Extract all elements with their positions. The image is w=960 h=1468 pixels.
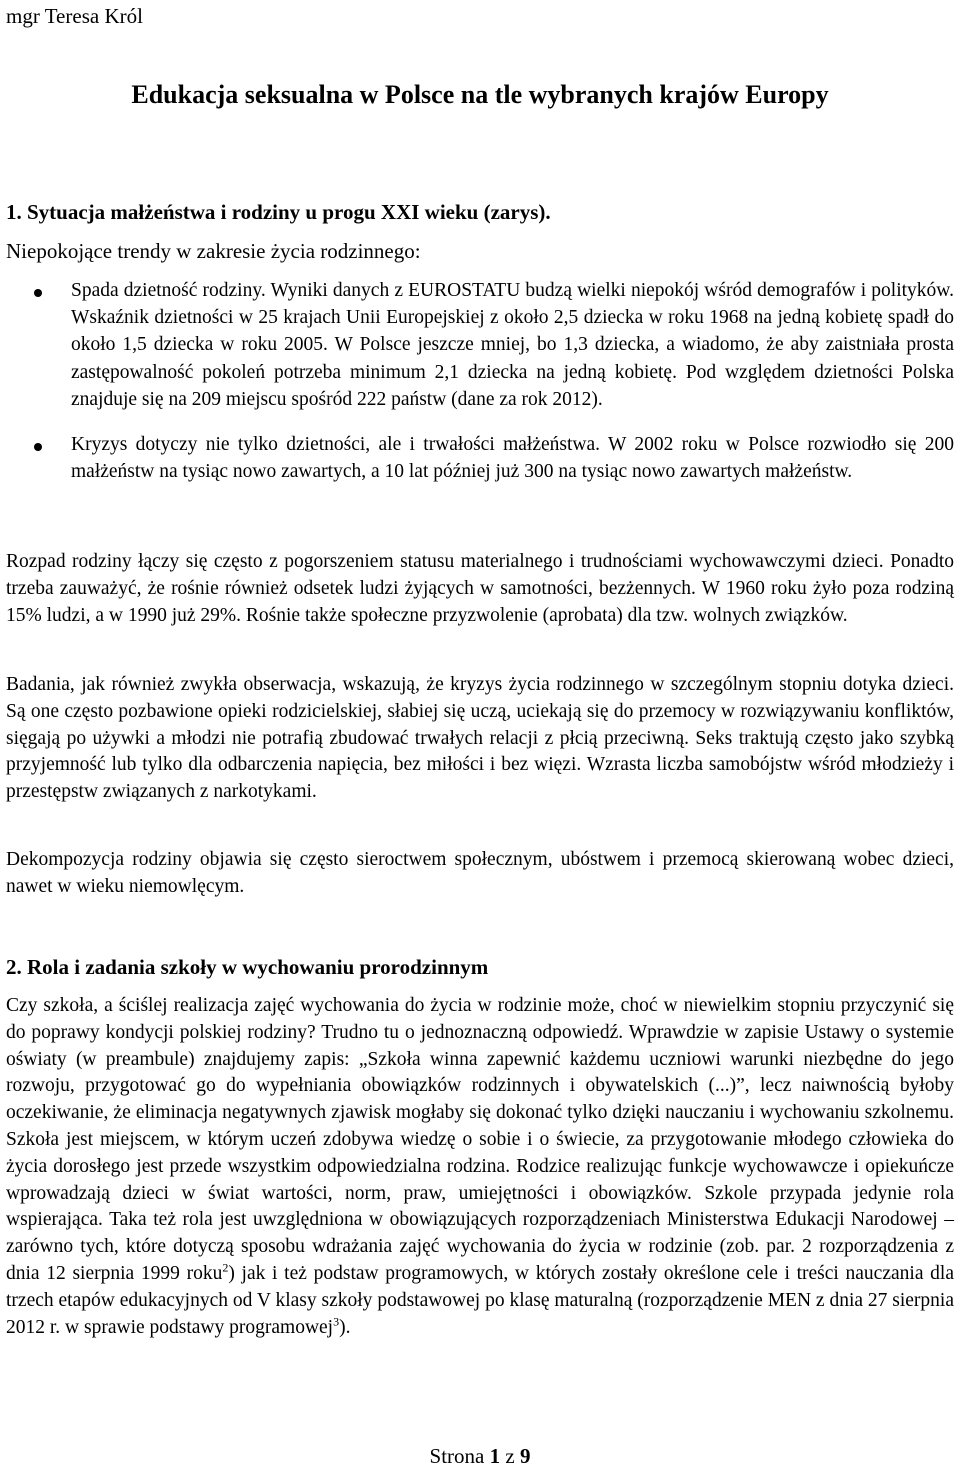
footer-prefix: Strona [429,1444,490,1468]
author-name: mgr Teresa Król [6,4,143,28]
page-footer [0,1444,960,1468]
list-item [0,431,960,485]
paragraph-school-role [6,993,954,1341]
paragraph-text: ) jak i też podstaw programowych, w których zostały określone cele i treści nauczania dla trzech etapów edukacyjnych od V klasy szkoły podstawowej po klasę maturalną (rozporządzenie MEN z dnia 27 sierpnia 2012 r. w sprawie podstawy programowej [6,1262,954,1338]
footnote-ref[interactable]: 3 [333,1314,340,1329]
section-2-heading: 2. Rola i zadania szkoły w wychowaniu prorodzinnym [6,955,489,979]
paragraph-text: ). [339,1316,351,1338]
paragraph-text: Czy szkoła, a ściślej realizacja zajęć wychowania do życia w rodzinie może, choć w niewielkim stopniu przyczynić się do poprawy kondycji polskiej rodziny? Trudno tu o jednoznaczną odpowiedź. Wprawdzie w zapisie Ustawy o systemie oświaty (w preambule) znajdujemy zapis: „Szkoła winna zapewnić każdemu uczniowi warunki niezbędne do jego rozwoju, przygotować go do wypełniania obowiązków rodzinnych i obywatelskich (...)”, lecz naiwnością byłoby oczekiwanie, że eliminacja negatywnych zjawisk mogłaby się dokonać tylko dzięki nauczaniu i wychowaniu szkolnemu. Szkoła jest miejscem, w którym uczeń zdobywa wiedzę o sobie i o świecie, za przygotowanie młodego człowieka do życia dorosłego jest przede wszystkim odpowiedzialna rodzina. Rodzice realizując funkcje wychowawcze i opiekuńcze wprowadzają dzieci w świat wartości, norm, praw, umiejętności i obowiązków. Szkole przypada jedynie rola wspierająca. Taka też rola jest uwzględniona w obowiązujących rozporządzeniach Ministerstwa Edukacji Narodowej – zarówno tych, które dotyczą sposobu wdrażania zajęć wychowania do życia w rodzinie (zob. par. 2 rozporządzenia z dnia 12 sierpnia 1999 roku [6,995,954,1284]
section-1-intro: Niepokojące trendy w zakresie życia rodzinnego: [6,239,421,263]
paragraph-decomposition: Dekompozycja rodziny objawia się często sieroctwem społecznym, ubóstwem i przemocą skierowaną wobec dzieci, nawet w wieku niemowlęcym. [6,849,954,897]
total-pages-number: 9 [519,1444,531,1468]
list-item [0,277,960,413]
footnote-ref[interactable]: 2 [222,1260,229,1275]
current-page-number: 1 [489,1444,501,1468]
list-item-text: Spada dzietność rodziny. Wyniki danych z EUROSTATU budzą wielki niepokój wśród demografów i polityków. Wskaźnik dzietności w 25 krajach Unii Europejskiej z około 2,5 dziecka w roku 1968 na jedną kobietę spadł do około 1,5 dziecka w roku 2005. W Polsce jeszcze mniej, bo 1,3 dziecka, a wiadomo, że aby zaistniała prosta zastępowalność pokoleń potrzeba minimum 2,1 dziecka na jedną kobietę. Pod względem dzietności Polska znajduje się na 209 miejscu spośród 222 państw (dane za rok 2012). [71,280,954,410]
section-1-heading: 1. Sytuacja małżeństwa i rodziny u progu XXI wieku (zarys). [6,200,551,224]
bullet-icon [34,289,42,297]
trend-list [0,277,960,503]
footer-middle: z [500,1444,520,1468]
paragraph-children-crisis: Badania, jak również zwykła obserwacja, wskazują, że kryzys życia rodzinnego w szczególnym stopniu dotyka dzieci. Są one często pozbawione opieki rodzicielskiej, słabiej się uczą, uciekają się do przemocy w rozwiązywaniu konfliktów, sięgają po używki a młodzi nie potrafią zbudować trwałych relacji z płcią przeciwną. Seks traktują często jako szybką przyjemność lub tylko dla odbarczenia napięcia, bez miłości i bez więzi. Wzrasta liczba samobójstw wśród młodzieży i przestępstw związanych z narkotykami. [6,674,954,803]
list-item-text: Kryzys dotyczy nie tylko dzietności, ale i trwałości małżeństwa. W 2002 roku w Polsce rozwiodło się 200 małżeństw na tysiąc nowo zawartych, a 10 lat później już 300 na tysiąc nowo zawartych małżeństw. [71,434,954,483]
bullet-icon [34,443,42,451]
paragraph-family-breakdown: Rozpad rodziny łączy się często z pogorszeniem statusu materialnego i trudnościami wychowawczymi dzieci. Ponadto trzeba zauważyć, że rośnie również odsetek ludzi żyjących w samotności, bezżennych. W 1960 roku żyło poza rodziną 15% ludzi, a w 1990 już 29%. Rośnie także społeczne przyzwolenie (aprobata) dla tzw. wolnych związków. [6,551,954,626]
document-title: Edukacja seksualna w Polsce na tle wybranych krajów Europy [131,80,829,109]
